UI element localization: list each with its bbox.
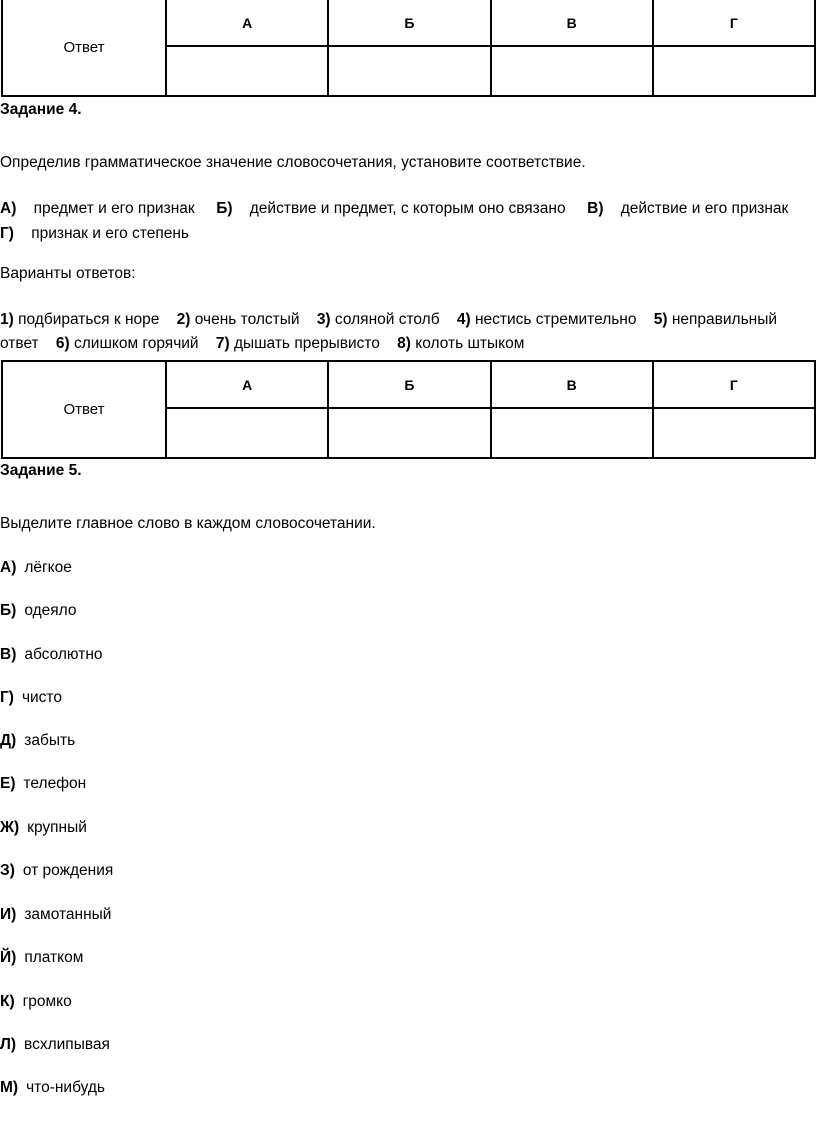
item-letter: А)	[0, 559, 17, 576]
item-text: громко	[22, 993, 72, 1010]
item-text: крупный	[27, 819, 87, 836]
answer-cell-v[interactable]	[491, 46, 653, 96]
variant-number: 7)	[215, 335, 230, 352]
variant-number: 1)	[0, 311, 14, 328]
task5-instruction: Выделите главное слово в каждом словосочетании.	[0, 515, 376, 532]
list-item	[0, 949, 83, 967]
answer-table-2	[1, 360, 816, 459]
list-item	[0, 1079, 105, 1097]
list-item	[0, 1036, 110, 1054]
answer-table-1	[1, 0, 816, 97]
task4-categories-line2	[0, 225, 189, 243]
category-text: действие и предмет, с которым оно связано	[249, 200, 566, 217]
list-item	[0, 602, 77, 620]
answer-cell-g[interactable]	[653, 408, 815, 458]
item-letter: К)	[0, 993, 15, 1010]
column-header-b: Б	[328, 361, 490, 408]
variant-number: 4)	[456, 311, 471, 328]
item-text: что-нибудь	[26, 1079, 105, 1096]
answer-cell-g[interactable]	[653, 46, 815, 96]
task4-variants-label: Варианты ответов:	[0, 265, 136, 282]
task4-variants-line1	[0, 311, 777, 329]
item-text: от рождения	[22, 862, 114, 879]
item-text: лёгкое	[24, 559, 72, 576]
variant-text: дышать прерывисто	[233, 335, 380, 352]
task5-title: Задание 5.	[0, 462, 82, 479]
variant-number: 3)	[316, 311, 331, 328]
category-text: действие и его признак	[620, 200, 789, 217]
item-text: замотанный	[24, 906, 112, 923]
item-letter: З)	[0, 862, 15, 879]
column-header-b: Б	[328, 0, 490, 46]
answer-label: Ответ	[2, 361, 166, 458]
item-text: одеяло	[24, 602, 77, 619]
item-letter: Е)	[0, 775, 16, 792]
item-letter: Ж)	[0, 819, 20, 836]
item-letter: В)	[0, 646, 17, 663]
variant-number: 2)	[176, 311, 191, 328]
column-header-a: А	[166, 361, 328, 408]
item-text: забыть	[24, 732, 76, 749]
column-header-v: В	[491, 0, 653, 46]
item-letter: Г)	[0, 689, 14, 706]
variant-text: колоть штыком	[415, 335, 525, 352]
category-letter: А)	[0, 200, 17, 217]
answer-label: Ответ	[2, 0, 166, 96]
item-text: телефон	[23, 775, 87, 792]
task4-variants-line2	[0, 335, 524, 353]
item-text: всхлипывая	[24, 1036, 110, 1053]
task4-instruction: Определив грамматическое значение словосочетания, установите соответствие.	[0, 154, 586, 171]
answer-cell-b[interactable]	[328, 46, 490, 96]
variant-text: нестись стремительно	[474, 311, 637, 328]
item-text: платком	[24, 949, 84, 966]
list-item	[0, 819, 87, 837]
answer-cell-a[interactable]	[166, 46, 328, 96]
variant-text: соляной столб	[334, 311, 440, 328]
list-item	[0, 775, 86, 793]
variant-number: 6)	[55, 335, 70, 352]
list-item	[0, 906, 111, 924]
item-letter: И)	[0, 906, 17, 923]
variant-text: подбираться к норе	[18, 311, 160, 328]
variant-text: очень толстый	[194, 311, 300, 328]
item-letter: Б)	[0, 602, 17, 619]
category-letter: В)	[587, 200, 604, 217]
answer-cell-a[interactable]	[166, 408, 328, 458]
item-letter: Л)	[0, 1036, 17, 1053]
variant-text: ответ	[0, 335, 39, 352]
answer-cell-v[interactable]	[491, 408, 653, 458]
task4-title: Задание 4.	[0, 101, 82, 118]
list-item	[0, 862, 113, 880]
column-header-g: Г	[653, 0, 815, 46]
item-letter: Д)	[0, 732, 17, 749]
category-letter: Б)	[216, 200, 233, 217]
answer-cell-b[interactable]	[328, 408, 490, 458]
column-header-a: А	[166, 0, 328, 46]
list-item	[0, 689, 62, 707]
column-header-v: В	[491, 361, 653, 408]
task4-categories-line1	[0, 200, 788, 218]
list-item	[0, 732, 75, 750]
list-item	[0, 559, 72, 577]
list-item	[0, 646, 103, 664]
variant-text: слишком горячий	[74, 335, 199, 352]
column-header-g: Г	[653, 361, 815, 408]
item-text: абсолютно	[24, 646, 103, 663]
variant-number: 8)	[397, 335, 411, 352]
category-letter: Г)	[0, 225, 14, 242]
item-letter: Й)	[0, 949, 17, 966]
category-text: предмет и его признак	[33, 200, 195, 217]
category-text: признак и его степень	[31, 225, 190, 242]
variant-number: 5)	[653, 311, 668, 328]
item-text: чисто	[21, 689, 62, 706]
variant-text: неправильный	[671, 311, 778, 328]
list-item	[0, 993, 72, 1011]
item-letter: М)	[0, 1079, 19, 1096]
